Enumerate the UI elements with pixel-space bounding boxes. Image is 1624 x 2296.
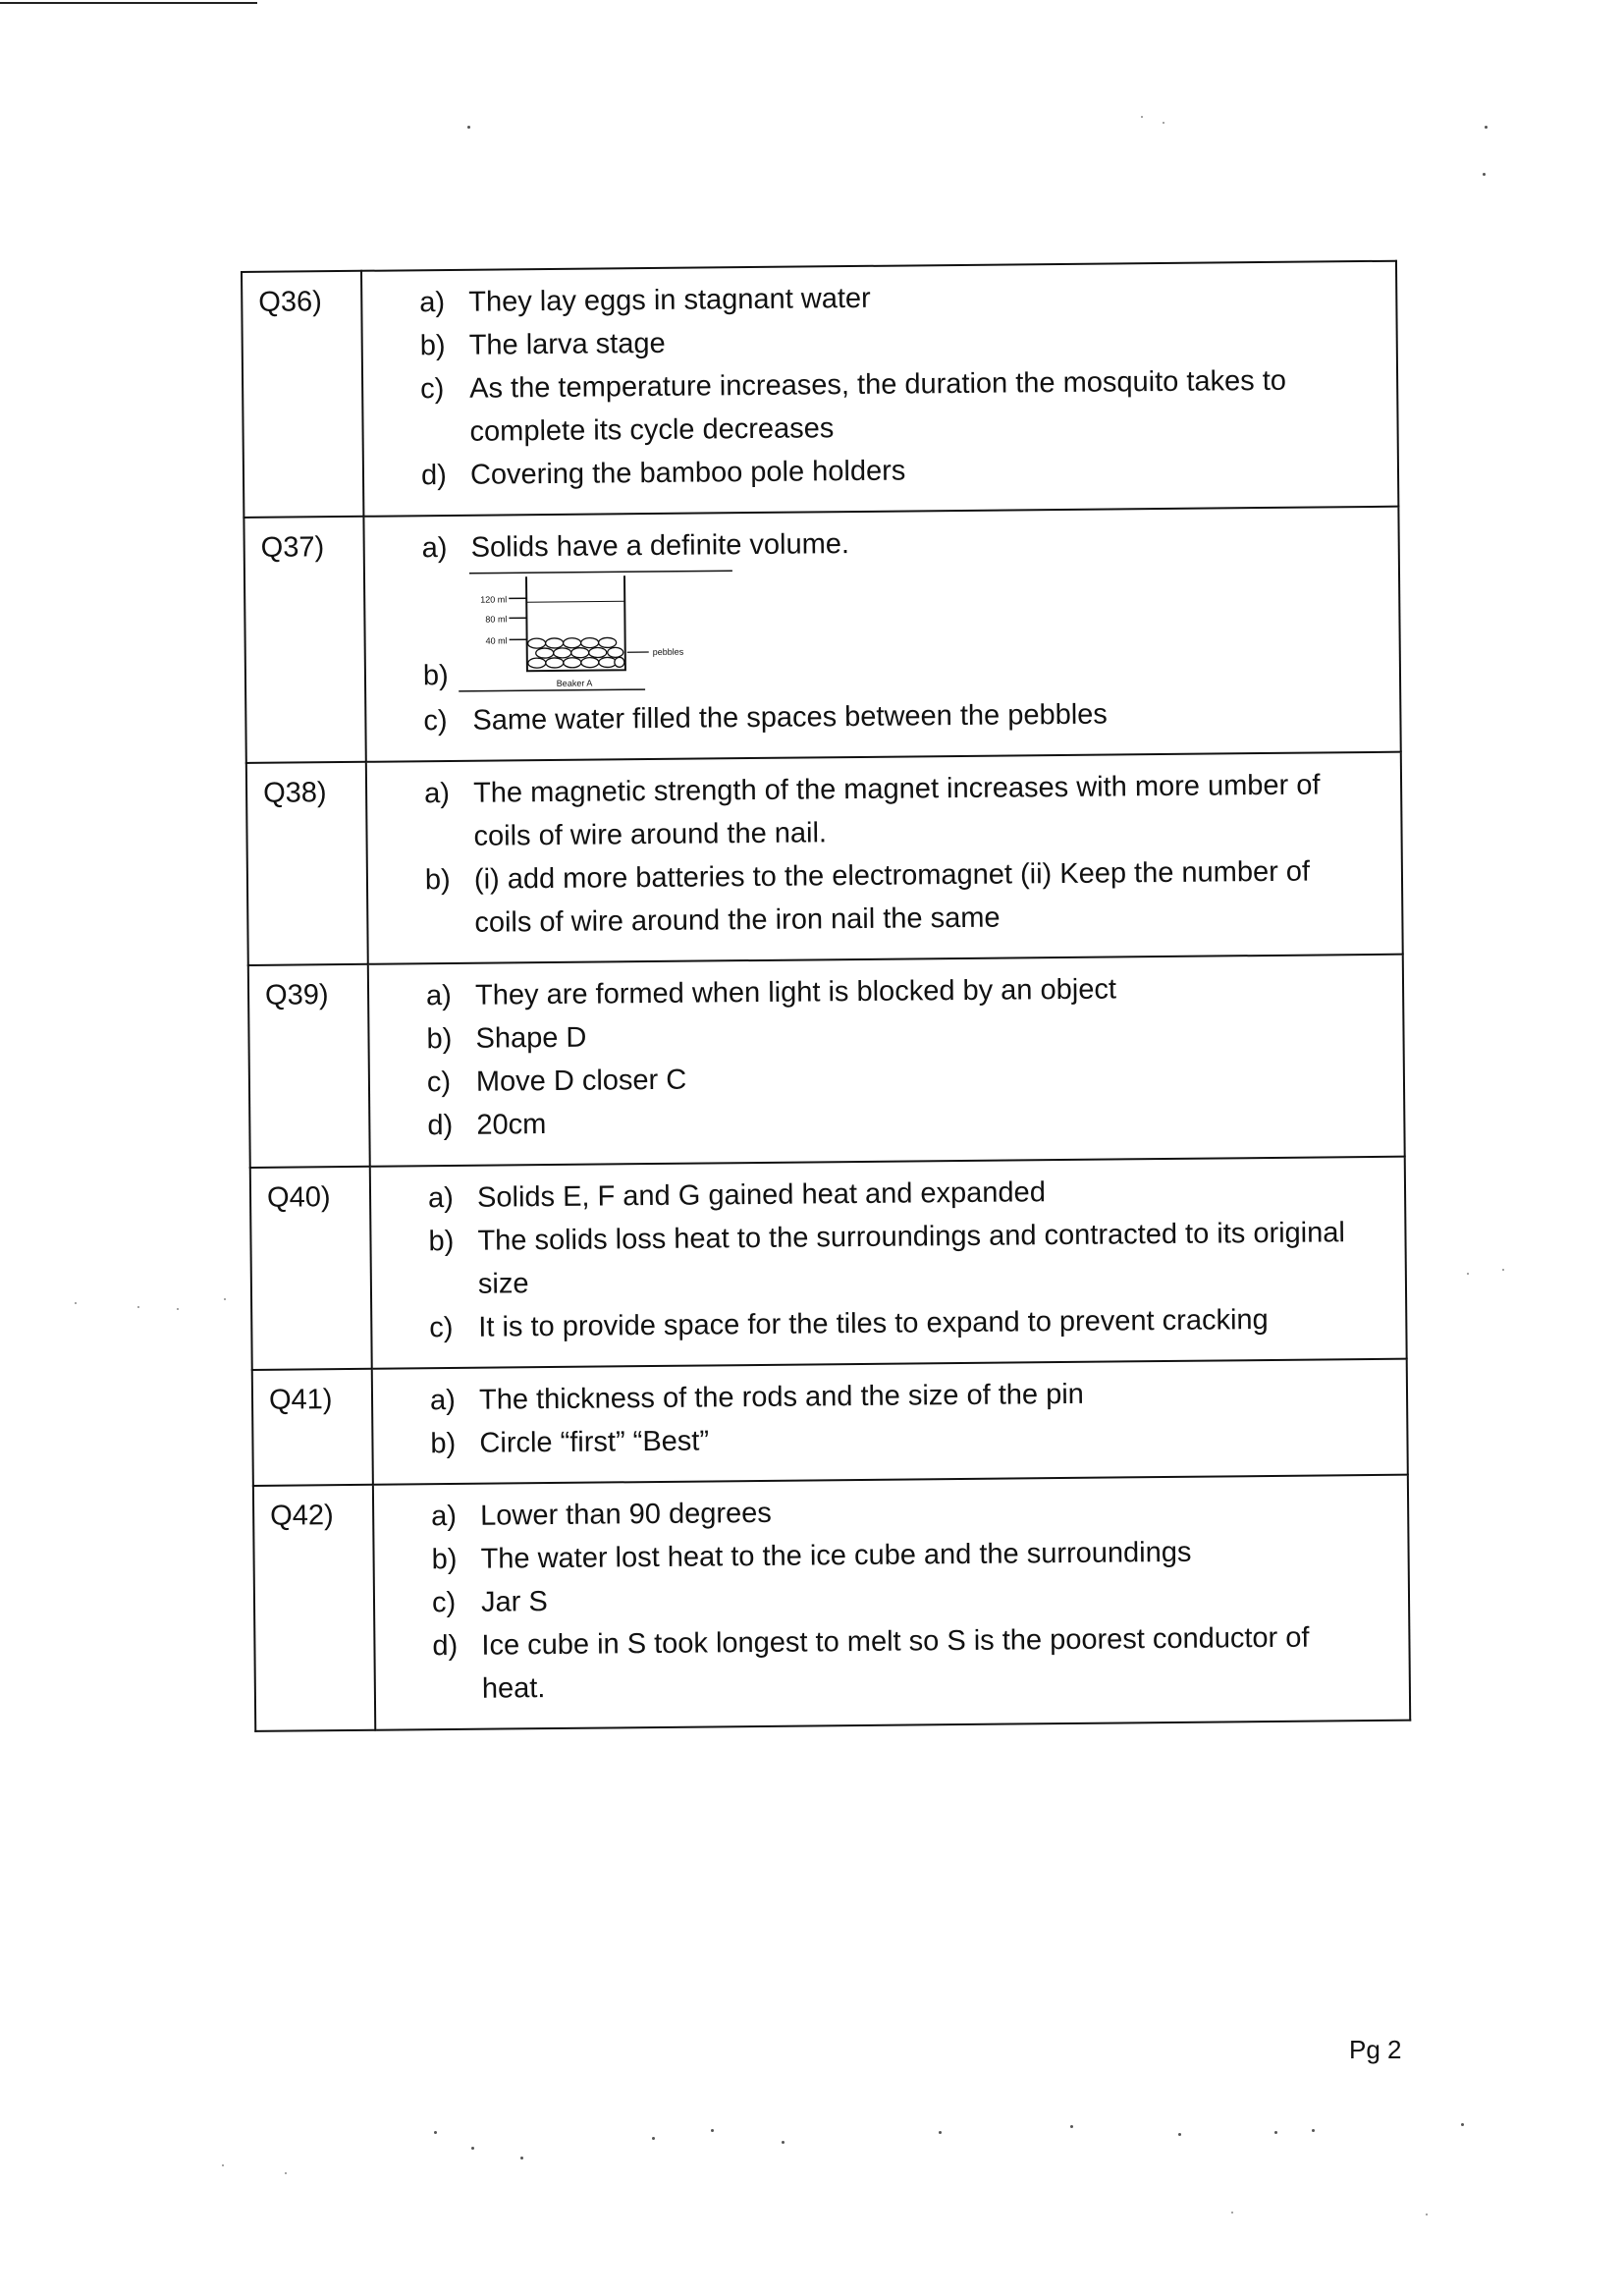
item-letter: a) [429,1384,456,1417]
item-text: Solids have a definite volume. [470,528,850,564]
beaker-diagram [458,567,733,699]
item-letter: b) [422,659,449,692]
item-letter: a) [427,1181,455,1215]
top-edge-rule [0,2,257,4]
answer-row-q37 [244,507,1400,763]
scan-speck [1312,2129,1315,2132]
scan-speck [285,2172,287,2174]
item-letter: a) [423,777,451,810]
scan-speck [434,2131,437,2134]
item-text: 20cm [476,1109,547,1141]
item-letter: b) [426,1022,453,1056]
item-letter: a) [419,287,446,319]
item-text-line: The solids loss heat to the surroundings and contracted to its original [477,1217,1346,1257]
item-letter: a) [431,1500,458,1533]
item-text-line: (i) add more batteries to the electromagnet (ii) Keep the number of [473,855,1311,896]
beaker-mark-label: 120 ml [480,594,508,605]
pebbles [528,637,624,668]
answer-cell [372,1359,1408,1485]
item-text [469,358,1378,454]
item-letter: b) [424,863,451,897]
scan-speck [520,2157,523,2159]
answer-cell [361,261,1398,517]
item-letter: d) [420,459,447,492]
scan-speck [1485,126,1488,129]
item-letter: c) [426,1066,452,1099]
item-letter: a) [421,531,448,565]
item-letter: b) [419,330,446,362]
item-text: Jar S [480,1586,548,1618]
item-text-line: Ice cube in S took longest to melt so S is the poorest conductor of [481,1621,1310,1662]
item-letter: c) [423,705,448,738]
beaker-mark-label: 40 ml [485,635,508,646]
answer-cell [373,1475,1410,1730]
item-letter: c) [431,1586,457,1619]
answer-row-q36 [242,261,1398,518]
scan-speck [75,1302,77,1304]
answer-cell [368,955,1405,1167]
item-text: Solids E, F and G gained heat and expanded [476,1176,1047,1214]
scan-speck [1461,2123,1464,2126]
question-number: Q41) [252,1369,373,1486]
answer-rule-line [469,571,732,574]
item-text: They are formed when light is blocked by an object [474,973,1117,1011]
question-number: Q36) [242,271,363,518]
scan-speck [1231,2212,1233,2214]
item-letter: b) [430,1427,457,1460]
item-text-line: As the temperature increases, the duration the mosquito takes to [469,364,1287,405]
scan-speck [471,2147,474,2150]
answer-item [424,763,1381,858]
item-letter: b) [428,1225,455,1258]
scan-speck [1426,2214,1428,2215]
scan-speck [224,1298,226,1300]
scan-speck [1070,2125,1073,2128]
item-text: The water lost heat to the ice cube and the surroundings [480,1536,1192,1575]
answer-item [422,518,1379,570]
item-text-line: The magnetic strength of the magnet increases with more umber of [472,769,1321,809]
item-text-continuation: size [477,1268,529,1300]
item-text-continuation: coils of wire around the nail. [473,817,828,852]
item-letter: b) [431,1543,458,1576]
answer-table [241,260,1411,1732]
item-text-continuation: heat. [481,1672,546,1705]
item-letter: c) [420,373,445,406]
answer-row-q39 [248,955,1405,1168]
item-text: The larva stage [468,327,666,361]
scan-speck [1483,173,1486,176]
answer-item [427,1095,1383,1147]
scan-speck [782,2141,785,2144]
beaker-mark-label: 80 ml [485,614,508,625]
item-text [477,1211,1385,1306]
scan-speck [1467,1273,1469,1275]
answer-row-q41 [252,1359,1408,1486]
item-text [481,1615,1389,1711]
scan-speck [711,2129,714,2132]
scan-speck [222,2164,224,2166]
item-text [473,763,1381,858]
item-letter: c) [429,1311,454,1344]
scan-speck [137,1306,139,1308]
answer-cell [366,752,1403,964]
scan-speck [939,2131,942,2134]
item-letter: d) [427,1109,454,1142]
scan-speck [467,126,470,129]
answer-row-q38 [246,752,1403,965]
answer-item [430,1413,1386,1465]
beaker-label: Beaker A [556,678,593,688]
item-letter: d) [432,1629,459,1663]
answer-item [421,445,1378,497]
answer-row-q40 [250,1157,1407,1370]
scan-speck [652,2137,655,2140]
item-text: Circle “first” “Best” [479,1425,710,1459]
scan-speck [1178,2133,1181,2136]
scan-speck [177,1308,179,1310]
scan-speck [1141,116,1143,118]
pebbles-label: pebbles [652,646,684,657]
water-level-line [526,601,624,602]
answer-cell [363,507,1400,762]
item-text: Covering the bamboo pole holders [469,455,906,491]
item-letter: a) [425,979,453,1012]
question-number: Q39) [248,964,370,1168]
answer-item [420,358,1378,454]
question-number: Q37) [244,517,365,763]
item-text: Lower than 90 degrees [480,1497,772,1532]
answer-item [432,1615,1389,1711]
item-text: Move D closer C [475,1064,687,1098]
item-text [474,849,1382,945]
answer-item [428,1211,1385,1306]
answer-item [423,690,1380,742]
question-number: Q38) [246,762,368,965]
answer-item [425,849,1382,945]
answer-row-q42 [253,1475,1410,1731]
scan-speck [1502,1269,1504,1271]
answer-item [422,561,1380,699]
scan-speck [1163,122,1164,124]
answer-blank-line [459,689,645,691]
question-number: Q40) [250,1167,372,1370]
item-text: It is to provide space for the tiles to expand to prevent cracking [478,1304,1269,1343]
item-text: They lay eggs in stagnant water [468,282,871,318]
item-text-continuation: complete its cycle decreases [469,412,835,448]
item-text: The thickness of the rods and the size of the pin [478,1378,1084,1416]
question-number: Q42) [253,1485,375,1731]
answer-cell [370,1157,1407,1369]
scan-speck [1274,2131,1277,2134]
answer-item [429,1297,1385,1349]
item-text-continuation: coils of wire around the iron nail the same [474,902,1001,939]
item-text: Same water filled the spaces between the pebbles [472,698,1108,737]
item-text: Shape D [475,1021,587,1055]
page-number: Pg 2 [1349,2035,1402,2064]
